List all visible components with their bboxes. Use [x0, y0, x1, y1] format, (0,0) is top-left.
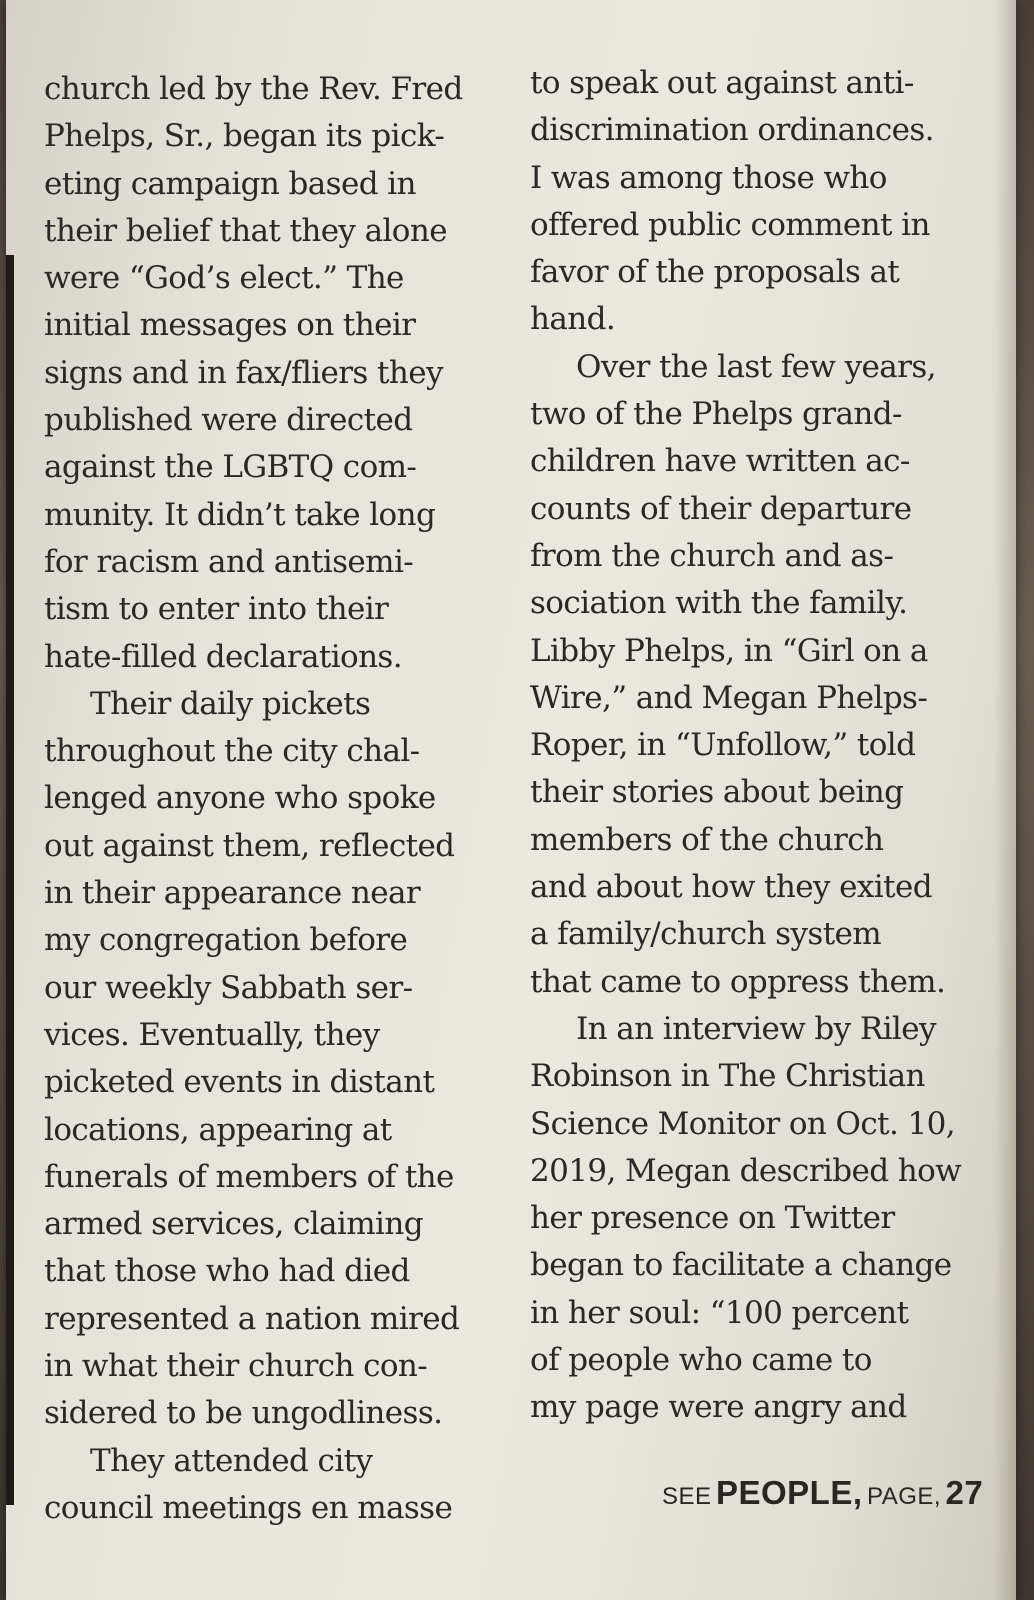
- article-line: from the church and as-: [530, 537, 894, 574]
- article-line: hate-filled declarations.: [44, 638, 402, 675]
- article-line: their stories about being: [530, 774, 904, 811]
- article-line: began to facilitate a change: [530, 1247, 952, 1284]
- article-line: They attended city: [90, 1442, 373, 1479]
- article-line: munity. It didn’t take long: [44, 496, 436, 533]
- article-line: were “God’s elect.” The: [44, 260, 404, 297]
- article-line: offered public comment in: [530, 206, 930, 243]
- article-line: funerals of members of the: [44, 1158, 454, 1195]
- article-line: their belief that they alone: [44, 212, 447, 249]
- article-line: Science Monitor on Oct. 10,: [530, 1105, 955, 1142]
- article-line: of people who came to: [530, 1342, 872, 1379]
- article-line: favor of the proposals at: [530, 254, 900, 291]
- article-line: discrimination ordinances.: [530, 112, 934, 149]
- article-line: locations, appearing at: [44, 1111, 392, 1148]
- article-line: for racism and antisemi-: [44, 543, 414, 580]
- article-line: against the LGBTQ com-: [44, 449, 417, 486]
- article-line: Roper, in “Unfollow,” told: [530, 727, 916, 764]
- page-fold-shadow: [6, 255, 14, 1505]
- article-line: lenged anyone who spoke: [44, 780, 436, 817]
- article-line: Robinson in The Christian: [530, 1058, 925, 1095]
- article-line: armed services, claiming: [44, 1206, 423, 1243]
- article-line: sidered to be ungodliness.: [44, 1395, 443, 1432]
- continuation-page-number: 27: [945, 1474, 984, 1511]
- article-line: picketed events in distant: [44, 1064, 435, 1101]
- article-line: Phelps, Sr., began its pick-: [44, 118, 445, 155]
- article-line: church led by the Rev. Fred: [44, 71, 463, 107]
- article-line: members of the church: [530, 821, 884, 858]
- continuation-section: PEOPLE,: [715, 1474, 863, 1511]
- article-line: that came to oppress them.: [530, 963, 946, 1000]
- article-line: children have written ac-: [530, 443, 910, 480]
- article-line: her presence on Twitter: [530, 1200, 895, 1237]
- article-line: my page were angry and: [530, 1389, 907, 1426]
- article-line: eting campaign based in: [44, 165, 416, 202]
- article-line: two of the Phelps grand-: [530, 396, 902, 433]
- article-column-left: [44, 66, 524, 1532]
- article-line: Wire,” and Megan Phelps-: [530, 679, 928, 716]
- continuation-see: SEE: [662, 1483, 712, 1510]
- article-line: published were directed: [44, 402, 413, 439]
- article-line: tism to enter into their: [44, 591, 389, 628]
- article-line: our weekly Sabbath ser-: [44, 969, 413, 1006]
- article-line: sociation with the family.: [530, 585, 908, 622]
- article-line: counts of their departure: [530, 490, 912, 527]
- article-line: represented a nation mired: [44, 1300, 460, 1337]
- article-line: in her soul: “100 percent: [530, 1294, 909, 1331]
- article-line: that those who had died: [44, 1253, 410, 1290]
- article-line: a family/church system: [530, 916, 882, 953]
- article-line: in what their church con-: [44, 1348, 428, 1385]
- article-line: Over the last few years,: [576, 348, 936, 385]
- article-line: 2019, Megan described how: [530, 1152, 962, 1189]
- article-line: to speak out against anti-: [530, 65, 914, 101]
- article-line: council meetings en masse: [44, 1489, 453, 1526]
- article-line: In an interview by Riley: [576, 1010, 936, 1047]
- newspaper-page: [6, 0, 1016, 1600]
- article-line: out against them, reflected: [44, 827, 455, 864]
- article-line: signs and in fax/fliers they: [44, 354, 443, 391]
- article-line: hand.: [530, 301, 616, 338]
- article-line: initial messages on their: [44, 307, 416, 344]
- article-column-right: [530, 60, 1000, 1432]
- article-line: throughout the city chal-: [44, 733, 420, 770]
- article-line: and about how they exited: [530, 869, 932, 906]
- article-line: Libby Phelps, in “Girl on a: [530, 632, 928, 669]
- continuation-page-label: PAGE: [866, 1483, 934, 1510]
- article-line: my congregation before: [44, 922, 408, 959]
- article-line: I was among those who: [530, 159, 887, 196]
- article-line: Their daily pickets: [90, 685, 371, 722]
- article-line: vices. Eventually, they: [44, 1016, 380, 1053]
- article-line: in their appearance near: [44, 875, 421, 912]
- continuation-jump-line: SEE PEOPLE, PAGE, 27: [662, 1474, 984, 1511]
